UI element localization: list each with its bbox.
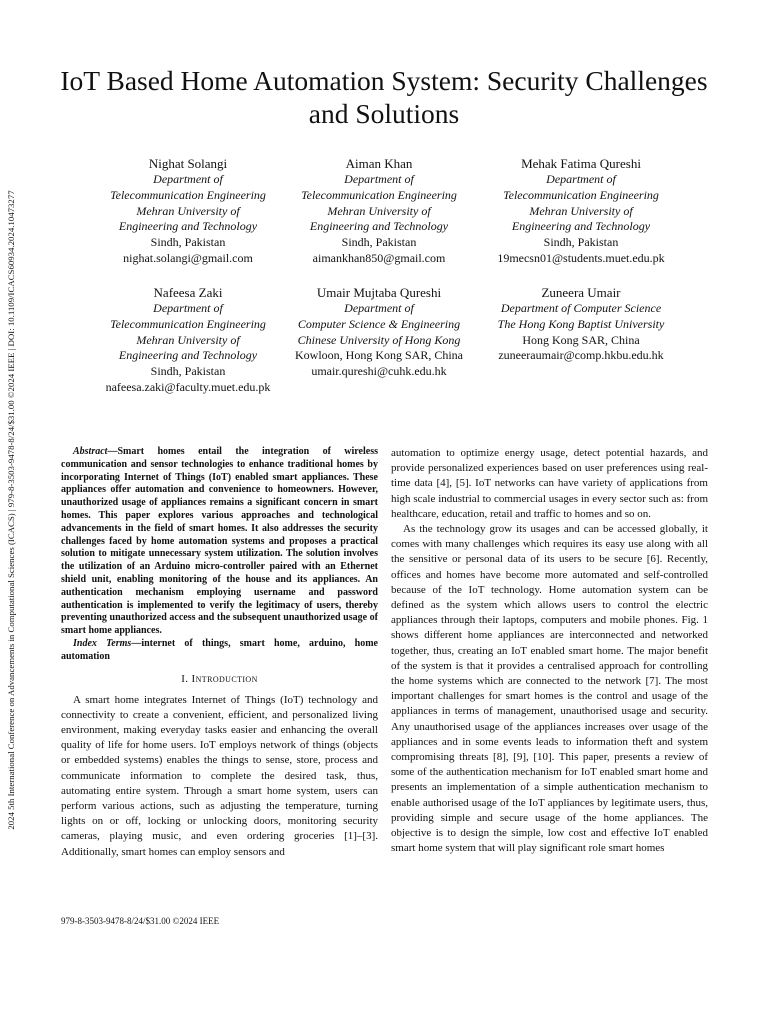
author-dept: Department of bbox=[344, 172, 414, 186]
author-affiliation: Mehran University of bbox=[136, 203, 240, 218]
author-name: Aiman Khan bbox=[345, 156, 413, 171]
author-affiliation: The Hong Kong Baptist University bbox=[497, 316, 665, 331]
author-name: Zuneera Umair bbox=[541, 285, 621, 300]
author-dept: Telecommunication Engineering bbox=[110, 316, 266, 331]
author-affiliation: Engineering and Technology bbox=[309, 219, 449, 234]
author-location: Sindh, Pakistan bbox=[150, 364, 226, 379]
index-terms bbox=[61, 638, 378, 664]
author-block bbox=[269, 284, 489, 380]
author-email: nafeesa.zaki@faculty.muet.edu.pk bbox=[105, 379, 271, 394]
author-affiliation: Mehran University of bbox=[529, 203, 633, 218]
author-location: Sindh, Pakistan bbox=[341, 235, 417, 250]
author-dept: Telecommunication Engineering bbox=[110, 187, 266, 202]
author-block bbox=[269, 155, 489, 267]
author-email: zuneeraumair@comp.hkbu.edu.hk bbox=[498, 348, 664, 363]
author-dept: Telecommunication Engineering bbox=[503, 187, 659, 202]
author-dept: Department of bbox=[153, 301, 223, 315]
section-heading: I. Introduction bbox=[181, 672, 258, 685]
author-affiliation: Engineering and Technology bbox=[118, 348, 258, 363]
body-paragraph: A smart home integrates Internet of Things (IoT) technology and connectivity to create a convenient, efficient, and personalized living environment, making everyday tasks easier and enhancing the overall quality of life for home users. IoT employs network of things (objects or embedded systems) enables the things to sense, store, process and communicate information to complete the desired task, thus, automating entire system. Through a smart home system, users can perform various actions, such as adjusting the temperature, turning lights on or off, locking or unlocking doors, monitoring security cameras, playing music, and even ordering groceries [1]–[3]. Additionally, smart homes can employ sensors and bbox=[61, 693, 378, 858]
author-dept: Department of Computer Science bbox=[500, 301, 662, 315]
author-affiliation: Chinese University of Hong Kong bbox=[297, 332, 461, 347]
author-email: aimankhan850@gmail.com bbox=[312, 250, 446, 265]
author-location: Hong Kong SAR, China bbox=[522, 332, 640, 347]
body-paragraph: automation to optimize energy usage, detect potential hazards, and provide personalized experiences based on user preferences using real-time data [4], [5]. IoT networks can have variety of applications from high scale industrial to commercial usages in every sector such as: from healthcare, education, retail and traffic to homes and so on. bbox=[391, 447, 708, 520]
author-location: Kowloon, Hong Kong SAR, China bbox=[294, 348, 463, 363]
author-affiliation: Mehran University of bbox=[327, 203, 431, 218]
author-name: Mehak Fatima Qureshi bbox=[521, 156, 641, 171]
author-dept: Department of bbox=[546, 172, 616, 186]
right-column bbox=[391, 446, 708, 856]
copyright-footer: 979-8-3503-9478-8/24/$31.00 ©2024 IEEE bbox=[61, 916, 220, 926]
author-location: Sindh, Pakistan bbox=[543, 235, 619, 250]
author-block bbox=[465, 284, 697, 364]
author-email: nighat.solangi@gmail.com bbox=[123, 250, 253, 265]
author-email: 19mecsn01@students.muet.edu.pk bbox=[497, 250, 665, 265]
index-terms-label: Index Terms bbox=[73, 637, 132, 649]
body-paragraph: As the technology grow its usages and can be accessed globally, it comes with many challenges which requires its easy use along with all the sensitive or personal data of its users to be secure [6]. Recently, offices and homes have become more automated and self-controlled because of the IoT technology. Home automation system can be defined as the system which allows users to control the electric appliances through their laptops, computers and mobile phones. Fig. 1 shows different home appliances are interconnected and networked together, thus, creating an IoT enabled smart home. The major benefit of the system is that it provides a centralised approach for controlling the home systems which are connected to the network [7]. The most important challenges for smart homes is the control and usage of the appliances in terms of management, unauthorised usage and security. Any unauthorised usage of the appliances increases over usage of the appliances and in some events leads to information theft and system compromising threats [8], [9], [10]. This paper, presents a review of some of the authentication mechanism for IoT enabled smart home and presents an implementation of a simple authentication mechanism to enable authorised usage of the IoT appliances by legitimate users, thus, providing simple and secure usage of the home appliances. The objective is to design the simple, low cost and effective IoT enabled smart home system that will play significant role smart homes bbox=[391, 523, 708, 855]
author-affiliation: Engineering and Technology bbox=[511, 219, 651, 234]
author-affiliation: Engineering and Technology bbox=[118, 219, 258, 234]
sidebar-citation bbox=[5, 132, 17, 888]
author-name: Umair Mujtaba Qureshi bbox=[316, 285, 442, 300]
author-location: Sindh, Pakistan bbox=[150, 235, 226, 250]
author-dept: Telecommunication Engineering bbox=[301, 187, 457, 202]
author-dept: Computer Science & Engineering bbox=[297, 316, 461, 331]
author-email: umair.qureshi@cuhk.edu.hk bbox=[311, 364, 447, 379]
sidebar-citation-text: 2024 5th International Conference on Advancements in Computational Sciences (ICACS) | 979-8-3503-9478-8/24/$31.00 ©2024 IEEE | DOI: 10.1109/ICACS60934.2024.10473277 bbox=[6, 190, 16, 830]
abstract-label: Abstract bbox=[73, 446, 108, 457]
author-dept: Department of bbox=[344, 301, 414, 315]
author-dept: Department of bbox=[153, 172, 223, 186]
abstract bbox=[61, 446, 378, 638]
author-name: Nafeesa Zaki bbox=[153, 285, 223, 300]
author-block bbox=[78, 155, 298, 267]
abstract-text: —Smart homes entail the integration of wireless communication and sensor technologies to enhance traditional homes by incorporating Internet of Things (IoT) enabled smart appliances. These appliances offer automation and convenience to homeowners. However, unauthorized usage of appliances remains a significant concern in smart homes. This paper explores various approaches and technological advancements in the field of smart homes. It also addresses the security challenges faced by home automation systems and proposes a practical solution to mitigate unnecessary system utilization. The solution involves the utilization of an Arduino micro-controller paired with an Ethernet shield unit, enabling monitoring of the house and its appliances. An authentication mechanism employing username and password authentication is implemented to verify the legitimacy of users, thereby preventing unauthorized access and the subsequent unauthorized usage of smart home appliances. bbox=[61, 446, 378, 637]
author-block bbox=[471, 155, 691, 267]
author-name: Nighat Solangi bbox=[148, 156, 228, 171]
index-terms-text: —internet of things, smart home, arduino, home automation bbox=[61, 637, 378, 662]
paper-title: IoT Based Home Automation System: Security Challenges and Solutions bbox=[60, 65, 708, 129]
author-affiliation: Mehran University of bbox=[136, 332, 240, 347]
left-column bbox=[61, 446, 378, 860]
